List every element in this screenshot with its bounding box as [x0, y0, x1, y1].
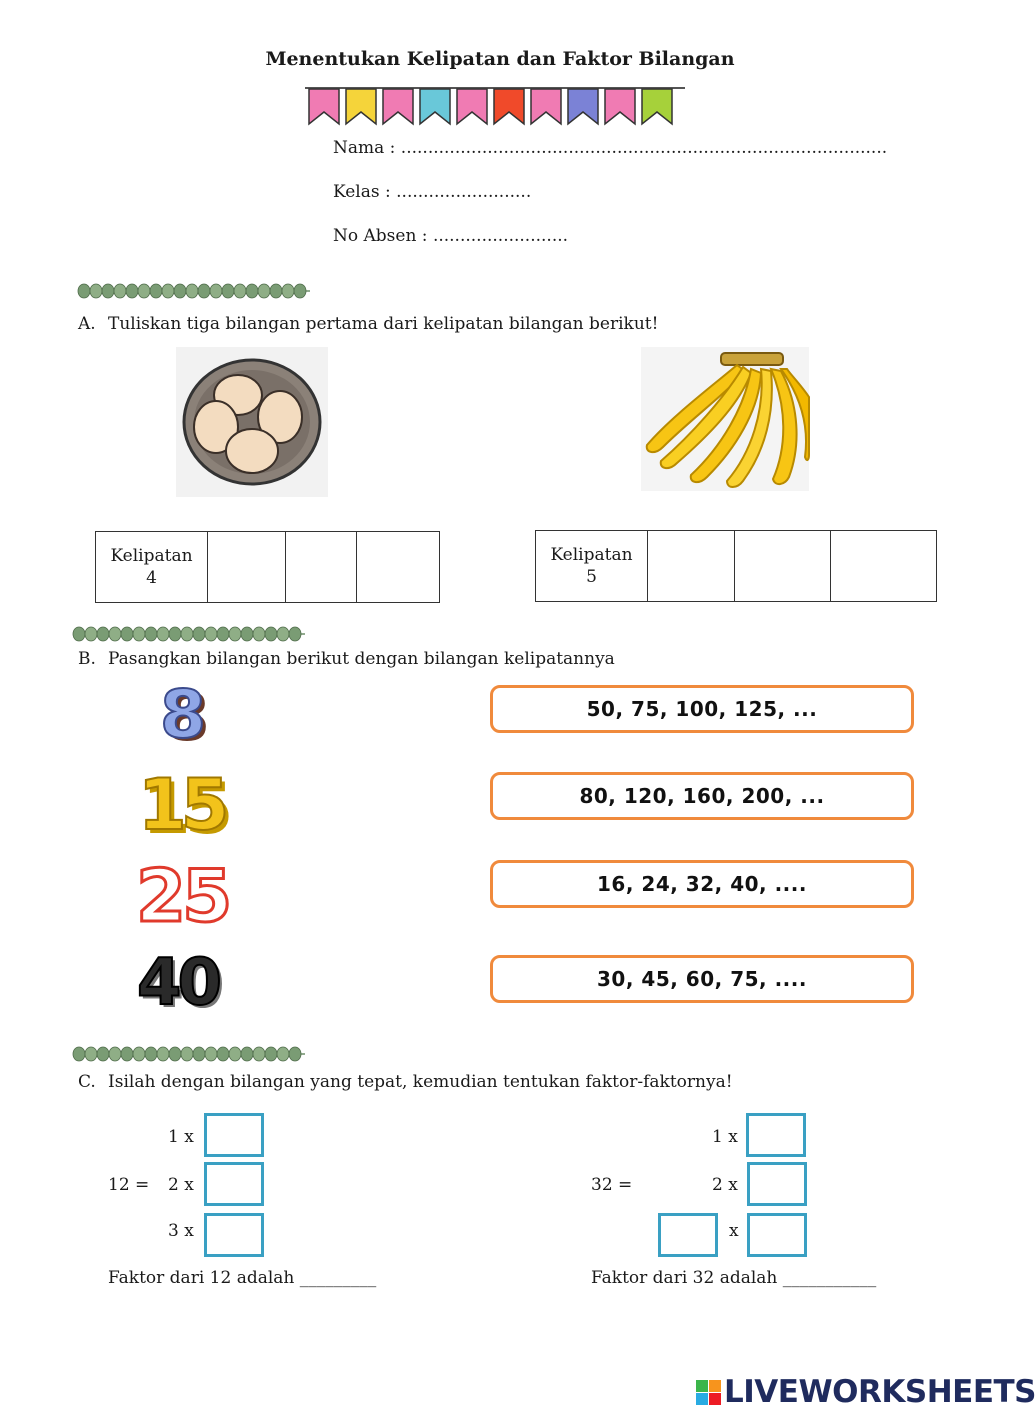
multiples-of-4-table: [95, 531, 440, 603]
vine-leaf: [265, 1047, 277, 1061]
bunting-flag: [642, 89, 672, 124]
number-15-image[interactable]: 15: [138, 764, 224, 846]
vine-leaf: [222, 284, 234, 298]
vine-leaf: [102, 284, 114, 298]
vine-leaf: [234, 284, 246, 298]
vine-leaf: [90, 284, 102, 298]
bunting-flag: [420, 89, 450, 124]
vine-leaf: [85, 1047, 97, 1061]
vine-leaf: [73, 1047, 85, 1061]
vine-leaf: [205, 1047, 217, 1061]
vine-leaf: [241, 1047, 253, 1061]
vine-leaf: [193, 627, 205, 641]
vine-leaf: [109, 627, 121, 641]
vine-leaf: [169, 1047, 181, 1061]
multiplier-label: 2 x: [712, 1175, 738, 1195]
vine-leaf: [282, 284, 294, 298]
equation-lhs: 32 =: [591, 1175, 633, 1195]
answer-box[interactable]: [746, 1113, 806, 1157]
answer-cell[interactable]: [208, 532, 286, 603]
bunting-flag: [383, 89, 413, 124]
vine-leaf: [162, 284, 174, 298]
absence-number-field[interactable]: No Absen : .........................: [333, 226, 569, 246]
bunting-flag: [568, 89, 598, 124]
vine-leaf: [78, 284, 90, 298]
section-c-heading: C. Isilah dengan bilangan yang tepat, kemudian tentukan faktor-faktornya!: [78, 1072, 733, 1092]
vine-leaf: [97, 1047, 109, 1061]
vine-leaf: [150, 284, 162, 298]
vine-leaf: [258, 284, 270, 298]
number-25-image[interactable]: 25: [136, 854, 229, 938]
sequence-option[interactable]: 80, 120, 160, 200, ...: [490, 772, 914, 820]
sequence-option[interactable]: 30, 45, 60, 75, ....: [490, 955, 914, 1003]
vine-leaf: [181, 627, 193, 641]
vine-leaf: [229, 1047, 241, 1061]
vine-leaf: [277, 627, 289, 641]
factors-answer-line[interactable]: Faktor dari 12 adalah _________: [108, 1268, 377, 1288]
liveworksheets-brand: LIVEWORKSHEETS: [724, 1374, 1036, 1410]
vine-leaf: [270, 284, 282, 298]
vine-leaf: [73, 627, 85, 641]
answer-box[interactable]: [204, 1213, 264, 1257]
bunting-flag: [309, 89, 339, 124]
vine-leaf: [121, 1047, 133, 1061]
bunting-decoration: [303, 84, 687, 132]
number-40-image[interactable]: 40: [137, 946, 219, 1020]
multiplier-label: 3 x: [168, 1221, 194, 1241]
answer-box[interactable]: [204, 1113, 264, 1157]
vine-leaf: [114, 284, 126, 298]
vine-leaf: [210, 284, 222, 298]
vine-leaf: [193, 1047, 205, 1061]
vine-leaf: [277, 1047, 289, 1061]
answer-box[interactable]: [658, 1213, 718, 1257]
vine-leaf: [109, 1047, 121, 1061]
vine-leaf: [217, 627, 229, 641]
section-a-heading: A. Tuliskan tiga bilangan pertama dari kelipatan bilangan berikut!: [78, 314, 659, 334]
class-field[interactable]: Kelas : .........................: [333, 182, 532, 202]
answer-cell[interactable]: [648, 531, 735, 602]
sequence-option[interactable]: 50, 75, 100, 125, ...: [490, 685, 914, 733]
vine-leaf: [126, 284, 138, 298]
multiplier-label: 2 x: [168, 1175, 194, 1195]
bunting-flag: [457, 89, 487, 124]
multiples-of-5-table: [535, 530, 937, 602]
vine-leaf: [205, 627, 217, 641]
answer-box[interactable]: [747, 1162, 807, 1206]
answer-cell[interactable]: [831, 531, 937, 602]
table-label-cell: Kelipatan 4: [96, 532, 208, 603]
answer-cell[interactable]: [286, 532, 357, 603]
vine-leaf: [217, 1047, 229, 1061]
vine-leaf: [229, 627, 241, 641]
bunting-flag: [531, 89, 561, 124]
vine-leaf: [253, 1047, 265, 1061]
multiplier-label: x: [729, 1221, 739, 1241]
table-label-cell: Kelipatan 5: [536, 531, 648, 602]
vine-leaf: [198, 284, 210, 298]
vine-leaf: [145, 627, 157, 641]
vine-leaf: [157, 1047, 169, 1061]
bunting-flag: [346, 89, 376, 124]
vine-divider: [78, 282, 312, 300]
vine-leaf: [246, 284, 258, 298]
vine-leaf: [133, 627, 145, 641]
vine-leaf: [85, 627, 97, 641]
answer-box[interactable]: [204, 1162, 264, 1206]
vine-leaf: [265, 627, 277, 641]
equation-lhs: 12 =: [108, 1175, 150, 1195]
page-title: Menentukan Kelipatan dan Faktor Bilangan: [265, 48, 735, 70]
vine-leaf: [97, 627, 109, 641]
vine-leaf: [169, 627, 181, 641]
vine-leaf: [121, 627, 133, 641]
vine-leaf: [133, 1047, 145, 1061]
vine-leaf: [241, 627, 253, 641]
section-b-heading: B. Pasangkan bilangan berikut dengan bilangan kelipatannya: [78, 649, 615, 669]
bunting-flag: [605, 89, 635, 124]
number-8-image[interactable]: 8: [160, 676, 206, 753]
liveworksheets-logo-icon: [696, 1380, 722, 1406]
eggs-in-bowl-image: [176, 347, 328, 497]
vine-leaf: [174, 284, 186, 298]
multiplier-label: 1 x: [712, 1127, 738, 1147]
vine-leaf: [294, 284, 306, 298]
name-field[interactable]: Nama : ..........................................................................................: [333, 138, 888, 158]
factors-answer-line[interactable]: Faktor dari 32 adalah ___________: [591, 1268, 877, 1288]
multiplier-label: 1 x: [168, 1127, 194, 1147]
vine-leaf: [138, 284, 150, 298]
answer-box[interactable]: [747, 1213, 807, 1257]
vine-leaf: [145, 1047, 157, 1061]
vine-divider: [73, 625, 307, 643]
answer-cell[interactable]: [735, 531, 831, 602]
banana-bunch-image: [641, 347, 809, 491]
vine-leaf: [253, 627, 265, 641]
vine-leaf: [289, 627, 301, 641]
bunting-flag: [494, 89, 524, 124]
vine-leaf: [181, 1047, 193, 1061]
vine-divider: [73, 1045, 307, 1063]
vine-leaf: [289, 1047, 301, 1061]
answer-cell[interactable]: [357, 532, 440, 603]
sequence-option[interactable]: 16, 24, 32, 40, ....: [490, 860, 914, 908]
vine-leaf: [157, 627, 169, 641]
vine-leaf: [186, 284, 198, 298]
